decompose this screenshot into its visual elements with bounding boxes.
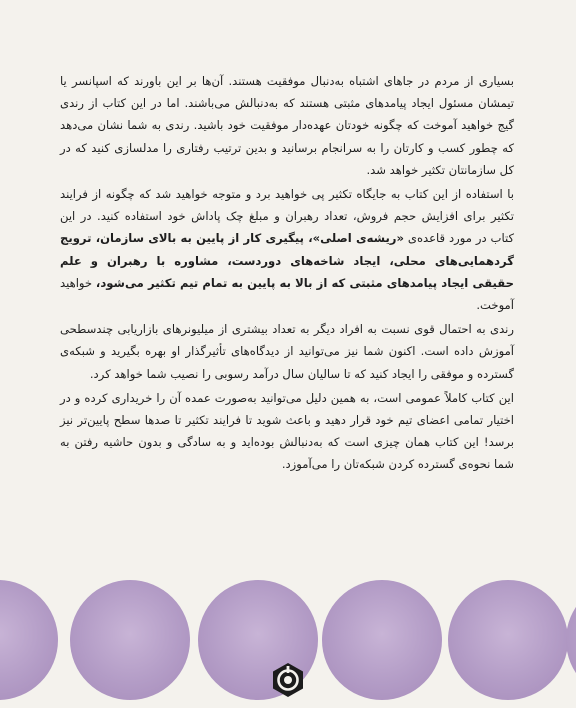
paragraph-2-text-end: خواهید آموخت.: [60, 275, 514, 313]
decorative-circle: [70, 580, 190, 700]
paragraph-1: [60, 70, 514, 181]
decorative-circle: [322, 580, 442, 700]
paragraph-4-text: این کتاب کاملاً عمومی است، به همین دلیل می‌توانید به‌صورت عمده آن را خریداری کرده و در اختیار تمامی اعضای تیم خود قرار دهید و باعث شوید تا فرایند تکثیر تا صدها سطح پایین‌تر نیز برسد! این کتاب همان چیزی است که به‌دنبالش بوده‌اید و به سادگی و بدون حاشیه رفتن به شما نحوه‌ی گسترده کردن شبکه‌تان را می‌آموزد.: [60, 390, 514, 472]
paragraph-3-text: رندی به احتمال قوی نسبت به افراد دیگر به تعداد بیشتری از میلیونرهای بازاریابی چندسطحی آموزش داده است. اکنون شما نیز می‌توانید از دیدگاه‌های تأثیرگذار او بهره بگیرید و شبکه‌ی گسترده و موفقی را ایجاد کنید که تا سالیان سال درآمد رسوبی را نصیب شما خواهد کرد.: [60, 322, 514, 381]
decorative-circle: [448, 580, 568, 700]
paragraph-2-text-bold: «ریشه‌ی اصلی»، پیگیری کار از پایین به بالای سازمان، ترویج گردهمایی‌های محلی، ایجاد شاخه‌های دوردست، مشاوره با رهبران و علم حقیقی ایجاد پیامدهای مثبتی که از بالا به پایین به تمام تیم تکثیر می‌شود،: [60, 231, 514, 290]
paragraph-1-text: بسیاری از مردم در جاهای اشتباه به‌دنبال موفقیت هستند. آن‌ها بر این باورند که اسپانسر یا تیمشان مسئول ایجاد پیامدهای مثبتی هستند که به‌دنبالش می‌باشند. اما در این کتاب از رندی گیج خواهید آموخت که چگونه خودتان عهده‌دار موفقیت خود باشید. رندی به شما نشان می‌دهد که چطور کسب و کارتان را به سرانجام برسانید و بدین ترتیب رفتاری را مدلسازی کنید که در کل سازمانتان تکثیر خواهد شد.: [60, 74, 514, 177]
paragraph-2-text-intro: با استفاده از این کتاب به جایگاه تکثیر پی خواهید برد و متوجه خواهید شد که چگونه از فرایند تکثیر برای افزایش حجم فروش، تعداد رهبران و مبلغ چک پاداش خود استفاده کنید. در این کتاب در مورد قاعده‌ی: [60, 187, 515, 246]
blurb-text: [60, 70, 514, 476]
decorative-circle: [566, 580, 576, 700]
decorative-circle: [0, 580, 58, 700]
paragraph-3: [60, 318, 514, 385]
paragraph-4: [60, 387, 514, 476]
publisher-logo-icon: [270, 662, 306, 698]
paragraph-2: [60, 183, 514, 316]
